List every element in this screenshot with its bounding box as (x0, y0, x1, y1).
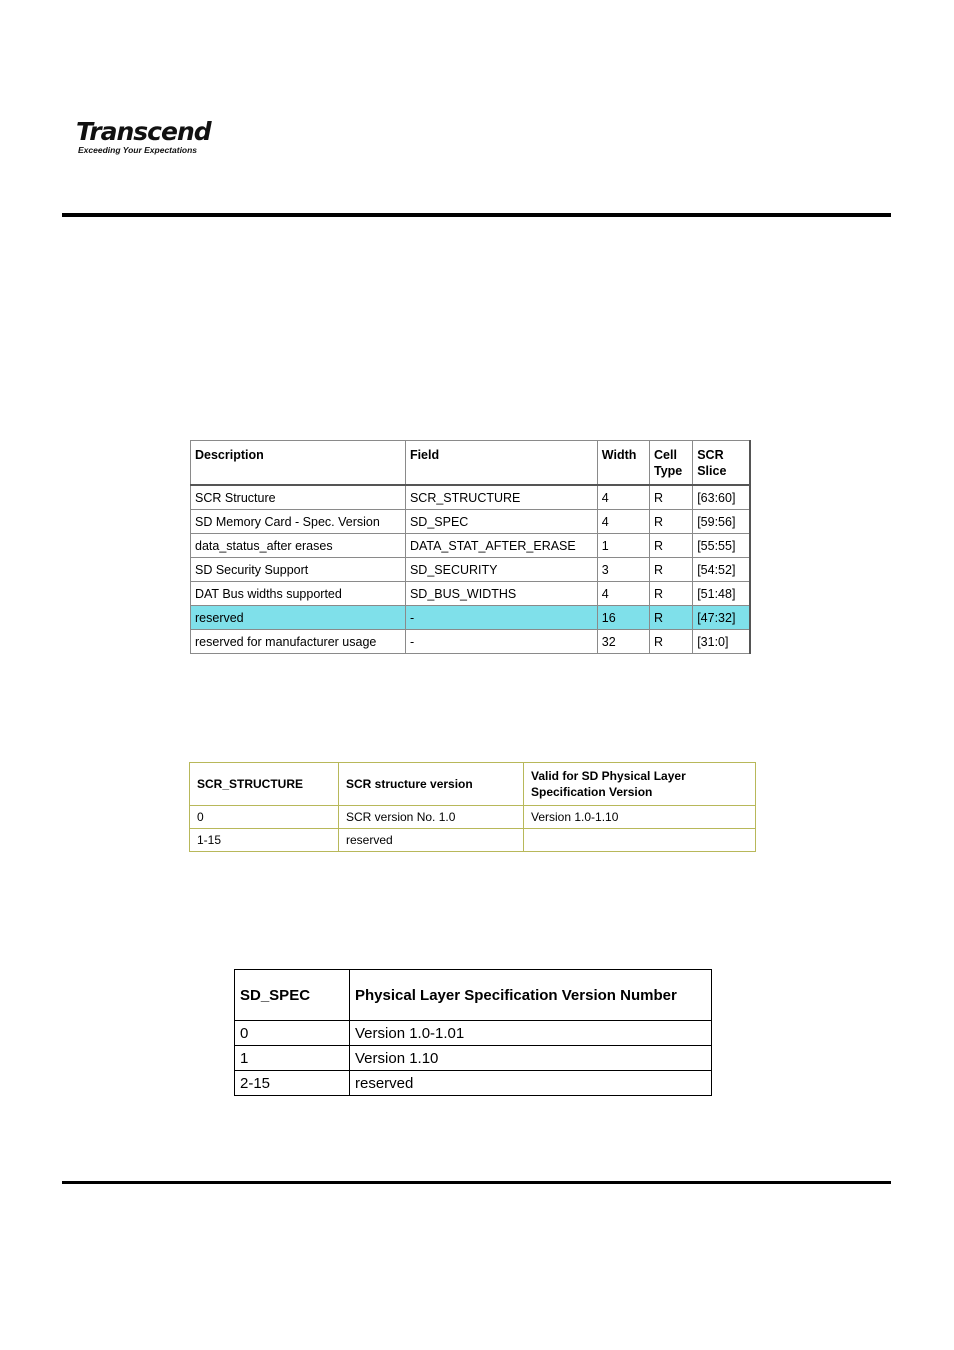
cell-description: SD Security Support (191, 558, 406, 582)
cell-width: 32 (597, 630, 649, 654)
header-spec-version-number: Physical Layer Specification Version Number (350, 970, 712, 1021)
scr-structure-table (189, 762, 756, 852)
table-row (191, 558, 751, 582)
table-row (190, 806, 756, 829)
logo-tagline: Exceeding Your Expectations (78, 145, 198, 155)
header-cell-type-line1: Cell (654, 448, 677, 462)
cell-field: SCR_STRUCTURE (405, 485, 597, 510)
transcend-logo (76, 118, 211, 155)
header-cell-type (650, 441, 693, 486)
header-description: Description (191, 441, 406, 486)
cell-type: R (650, 510, 693, 534)
cell-type: R (650, 582, 693, 606)
cell-field: - (405, 606, 597, 630)
header-cell-type-line2: Type (654, 464, 683, 478)
cell-description: DAT Bus widths supported (191, 582, 406, 606)
header-width: Width (597, 441, 649, 486)
header-valid-spec-version: Valid for SD Physical Layer Specification Version (524, 763, 756, 806)
cell-width: 16 (597, 606, 649, 630)
cell-value: 1 (235, 1046, 350, 1071)
cell-field: - (405, 630, 597, 654)
cell-value: 0 (190, 806, 339, 829)
header-scr-slice-line1: SCR (697, 448, 724, 462)
cell-slice: [55:55] (693, 534, 750, 558)
cell-value: 0 (235, 1021, 350, 1046)
sd-spec-table (234, 969, 712, 1096)
cell-description: SCR Structure (191, 485, 406, 510)
cell-value: 1-15 (190, 829, 339, 852)
table-row (191, 582, 751, 606)
table-header-row (190, 763, 756, 806)
cell-version: SCR version No. 1.0 (339, 806, 524, 829)
cell-slice: [54:52] (693, 558, 750, 582)
cell-field: SD_BUS_WIDTHS (405, 582, 597, 606)
header-field: Field (405, 441, 597, 486)
cell-slice: [31:0] (693, 630, 750, 654)
cell-slice: [47:32] (693, 606, 750, 630)
footer-rule (62, 1181, 891, 1184)
header-scr-slice (693, 441, 750, 486)
cell-width: 1 (597, 534, 649, 558)
header-sd-spec: SD_SPEC (235, 970, 350, 1021)
table-row (235, 1046, 712, 1071)
header-rule (62, 213, 891, 217)
table-row-highlighted (191, 606, 751, 630)
cell-description: reserved (191, 606, 406, 630)
cell-version: Version 1.10 (350, 1046, 712, 1071)
cell-type: R (650, 485, 693, 510)
header-structure-version: SCR structure version (339, 763, 524, 806)
cell-field: SD_SPEC (405, 510, 597, 534)
scr-register-table (190, 440, 751, 654)
cell-width: 4 (597, 485, 649, 510)
table-row (235, 1071, 712, 1096)
cell-version: reserved (350, 1071, 712, 1096)
cell-type: R (650, 606, 693, 630)
header-scr-structure: SCR_STRUCTURE (190, 763, 339, 806)
cell-spec (524, 829, 756, 852)
cell-description: SD Memory Card - Spec. Version (191, 510, 406, 534)
header-scr-slice-line2: Slice (697, 464, 727, 478)
table-header-row (191, 441, 751, 486)
cell-width: 4 (597, 510, 649, 534)
cell-value: 2-15 (235, 1071, 350, 1096)
cell-slice: [63:60] (693, 485, 750, 510)
table-row (190, 829, 756, 852)
cell-field: DATA_STAT_AFTER_ERASE (405, 534, 597, 558)
cell-slice: [51:48] (693, 582, 750, 606)
cell-version: reserved (339, 829, 524, 852)
table-row (235, 1021, 712, 1046)
table-row (191, 630, 751, 654)
cell-type: R (650, 558, 693, 582)
cell-field: SD_SECURITY (405, 558, 597, 582)
cell-type: R (650, 534, 693, 558)
cell-width: 4 (597, 582, 649, 606)
cell-slice: [59:56] (693, 510, 750, 534)
cell-spec: Version 1.0-1.10 (524, 806, 756, 829)
cell-width: 3 (597, 558, 649, 582)
cell-type: R (650, 630, 693, 654)
table-row (191, 534, 751, 558)
cell-description: data_status_after erases (191, 534, 406, 558)
cell-version: Version 1.0-1.01 (350, 1021, 712, 1046)
table-row (191, 485, 751, 510)
table-header-row (235, 970, 712, 1021)
table-row (191, 510, 751, 534)
cell-description: reserved for manufacturer usage (191, 630, 406, 654)
logo-name: Transcend (76, 117, 211, 146)
